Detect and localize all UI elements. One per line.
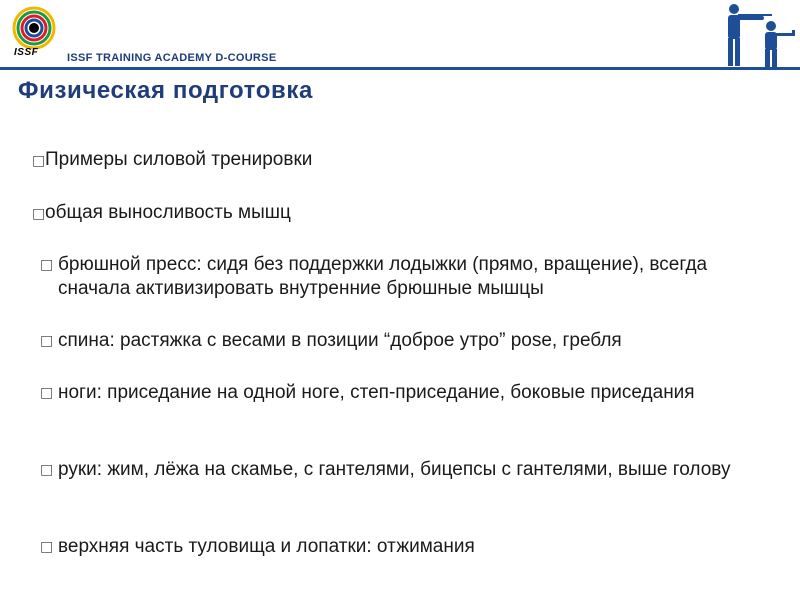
list-item: □ ноги: приседание на одной ноге, степ-приседание, боковые приседания (40, 382, 695, 403)
shooters-silhouette-icon (714, 2, 800, 68)
list-item: □ спина: растяжка с весами в позиции “доброе утро” pose, гребля (40, 330, 622, 351)
list-item: □Примеры силовой тренировки (32, 148, 312, 173)
box-bullet-icon: □ (40, 333, 54, 349)
box-bullet-icon: □ (40, 385, 54, 401)
box-bullet-icon: □ (40, 539, 54, 555)
box-bullet-icon: □ (40, 462, 54, 478)
header-rule (0, 67, 800, 70)
list-item: □общая выносливость мышц (32, 201, 291, 226)
academy-label: ISSF TRAINING ACADEMY D-COURSE (67, 52, 277, 64)
list-item: □ верхняя часть туловища и лопатки: отжимания (40, 536, 475, 557)
page-title: Физическая подготовка (18, 77, 313, 104)
logo-text: ISSF (14, 47, 39, 58)
list-item: □ руки: жим, лёжа на скамье, с гантелями, бицепсы с гантелями, выше голову (40, 459, 731, 480)
box-bullet-icon: □ (40, 257, 54, 273)
list-item: □ брюшной пресс: сидя без поддержки лодыжки (прямо, вращение), всегда сначала активизировать внутренние брюшные мышцы (40, 254, 708, 299)
box-bullet-icon: □ (32, 206, 46, 222)
box-bullet-icon: □ (32, 153, 46, 169)
